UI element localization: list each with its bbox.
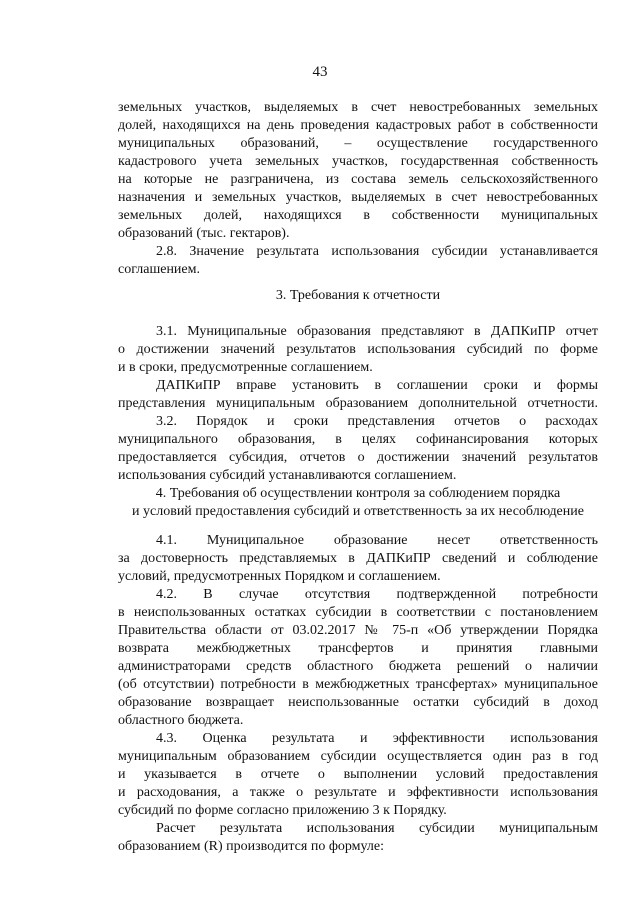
text-line: и в сроки, предусмотренные соглашением. <box>118 360 373 375</box>
text-line: Расчет результата использования субсидии муниципальным <box>156 821 598 836</box>
text-line: 3.2. Порядок и сроки представления отчетов о расходах <box>156 414 598 429</box>
text-line: в неиспользованных остатках субсидии в соответствии с постановлением <box>118 605 598 620</box>
text-line: на которые не разграничена, из состава земель сельскохозяйственного <box>118 172 598 187</box>
text-line: кадастрового учета земельных участков, государственная собственность <box>118 154 598 169</box>
text-line: 4.3. Оценка результата и эффективности использования <box>156 731 598 746</box>
text-line: 3.1. Муниципальные образования представляют в ДАПКиПР отчет <box>156 324 598 339</box>
text-line: образованием (R) производится по формуле: <box>118 839 385 854</box>
text-line: 4.2. В случае отсутствия подтвержденной потребности <box>156 587 598 602</box>
text-line: муниципальным образованием субсидии осуществляется один раз в год <box>118 749 598 764</box>
text-line: администраторами средств областного бюджета решений о наличии <box>118 659 598 674</box>
text-line: муниципальных образований, – осуществление государственного <box>118 136 598 151</box>
text-line: назначения и земельных участков, выделяемых в счет невостребованных <box>118 190 598 205</box>
text-line: областного бюджета. <box>118 713 244 728</box>
text-line: предоставляется субсидия, отчетов о достижении значений результатов <box>118 450 598 465</box>
text-line: образований (тыс. гектаров). <box>118 226 290 241</box>
text-line: и расходования, а также о результате и эффективности использования <box>118 785 598 800</box>
text-line: за достоверность представляемых в ДАПКиПР сведений и соблюдение <box>118 551 598 566</box>
text-line: образование возвращает неиспользованные остатки субсидий в доход <box>118 695 598 710</box>
text-line: Правительства области от 03.02.2017 № 75-п «Об утверждении Порядка <box>118 623 598 638</box>
text-line: соглашением. <box>118 262 200 277</box>
text-line: долей, находящихся на день проведения кадастровых работ в собственности <box>118 118 598 133</box>
section-heading: 3. Требования к отчетности <box>275 288 441 303</box>
text-line: субсидий по форме согласно приложению 3 к Порядку. <box>118 803 447 818</box>
text-line: 2.8. Значение результата использования субсидии устанавливается <box>156 244 598 259</box>
text-line: представления муниципальным образованием дополнительной отчетности. <box>118 396 598 411</box>
section-heading: и условий предоставления субсидий и ответственность за их несоблюдение <box>132 504 584 519</box>
text-line: (об отсутствии) потребности в межбюджетных трансфертах» муниципальное <box>118 677 598 692</box>
text-line: использования субсидий устанавливаются соглашением. <box>118 468 457 483</box>
text-line: ДАПКиПР вправе установить в соглашении сроки и формы <box>156 378 598 393</box>
text-line: земельных участков, выделяемых в счет невостребованных земельных <box>118 100 598 115</box>
text-line: и указывается в отчете о выполнении условий предоставления <box>118 767 598 782</box>
text-line: о достижении значений результатов использования субсидий по форме <box>118 342 598 357</box>
text-line: муниципального образования, в целях софинансирования которых <box>118 432 598 447</box>
text-line: возврата межбюджетных трансфертов и принятия главными <box>118 641 598 656</box>
text-line: 4.1. Муниципальное образование несет ответственность <box>156 533 598 548</box>
section-heading: 4. Требования об осуществлении контроля за соблюдением порядка <box>155 486 561 501</box>
page-number: 43 <box>312 64 328 80</box>
text-line: земельных долей, находящихся в собственности муниципальных <box>118 208 598 223</box>
text-line: условий, предусмотренных Порядком и соглашением. <box>118 569 441 584</box>
